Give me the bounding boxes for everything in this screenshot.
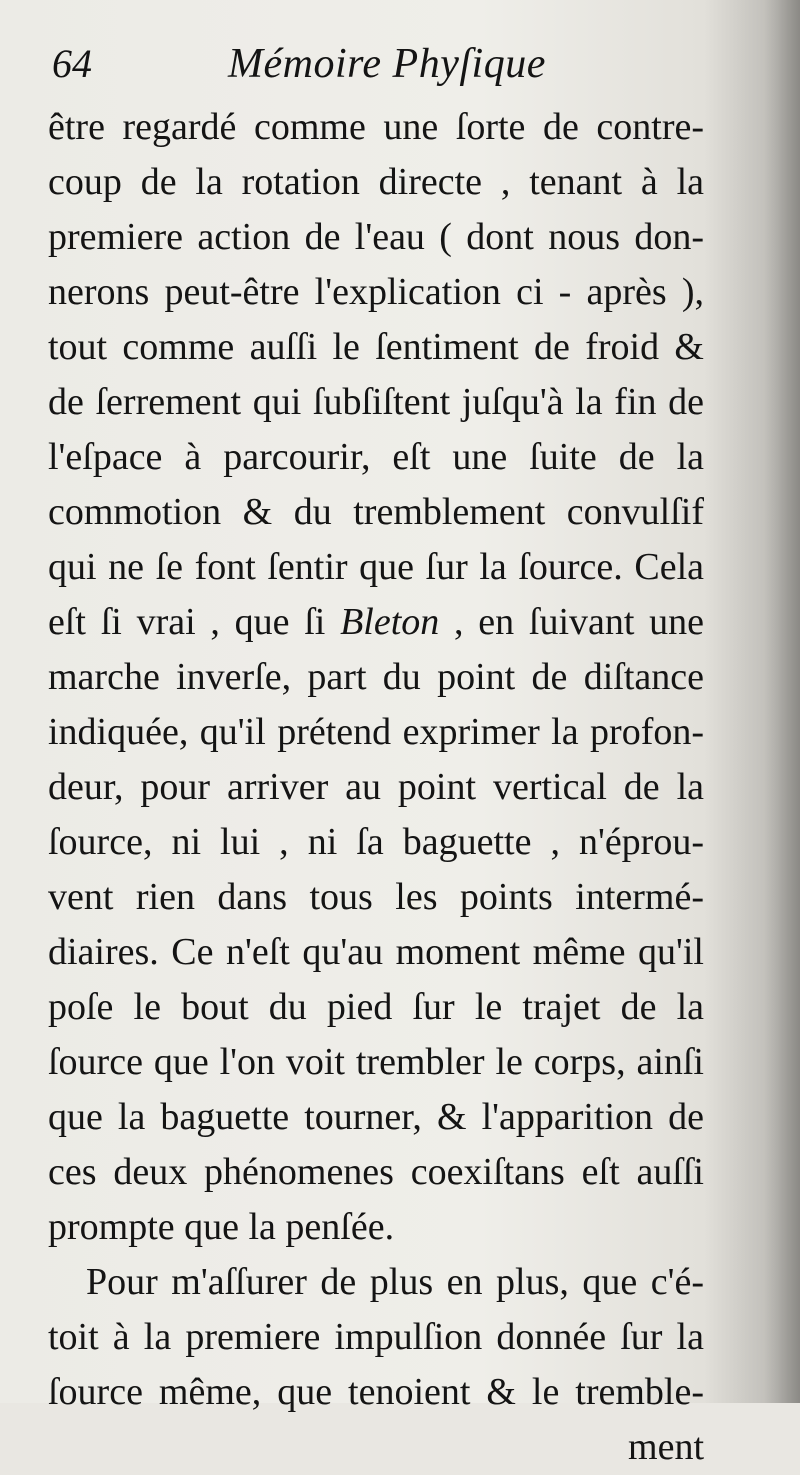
text-line: l'eſpace à parcourir, eſt une ſuite de la (48, 436, 704, 478)
running-title: Mémoire Phyſique (228, 41, 546, 87)
text-line: diaires. Ce n'eſt qu'au moment même qu'il (48, 931, 704, 973)
paragraph-first-line: Pour m'aſſurer de plus en plus, que c'é- (86, 1261, 704, 1303)
text-line: ſource même, que tenoient & le tremble- (48, 1371, 704, 1413)
text-line: deur, pour arriver au point vertical de la (48, 766, 704, 808)
text-line (48, 595, 704, 650)
text-line: ſource, ni lui , ni ſa baguette , n'éprou- (48, 821, 704, 863)
text-line: toit à la premiere impulſion donnée ſur la (48, 1316, 704, 1358)
text-line: ſource que l'on voit trembler le corps, ainſi (48, 1041, 704, 1083)
text-line: vent rien dans tous les points intermé- (48, 876, 704, 918)
text-line: premiere action de l'eau ( dont nous don- (48, 216, 704, 258)
text-line: nerons peut-être l'explication ci - après ), (48, 271, 704, 313)
text-line-end: , en ſuivant une (454, 601, 704, 643)
text-line: tout comme auſſi le ſentiment de froid & (48, 326, 704, 368)
page-number: 64 (52, 41, 92, 86)
catchword: ment (628, 1426, 704, 1468)
italic-name: Bleton (340, 601, 440, 643)
body-text (48, 100, 704, 1475)
text-line: de ſerrement qui ſubſiſtent juſqu'à la fin de (48, 381, 704, 423)
text-line: marche inverſe, part du point de diſtance (48, 656, 704, 698)
text-line: commotion & du tremblement convulſif (48, 491, 704, 533)
text-line: prompte que la penſée. (48, 1206, 395, 1248)
text-line: qui ne ſe font ſentir que ſur la ſource. Cela (48, 546, 704, 588)
text-line: coup de la rotation directe , tenant à la (48, 161, 704, 203)
text-line-start: eſt ſi vrai , que ſi (48, 601, 326, 643)
text-line: ces deux phénomenes coexiſtans eſt auſſi (48, 1151, 704, 1193)
page-edge-shadow (764, 0, 800, 1403)
page-header (48, 40, 728, 90)
text-line: être regardé comme une ſorte de contre- (48, 106, 704, 148)
text-line: poſe le bout du pied ſur le trajet de la (48, 986, 704, 1028)
text-line: indiquée, qu'il prétend exprimer la profon- (48, 711, 704, 753)
text-line: que la baguette tourner, & l'apparition de (48, 1096, 704, 1138)
